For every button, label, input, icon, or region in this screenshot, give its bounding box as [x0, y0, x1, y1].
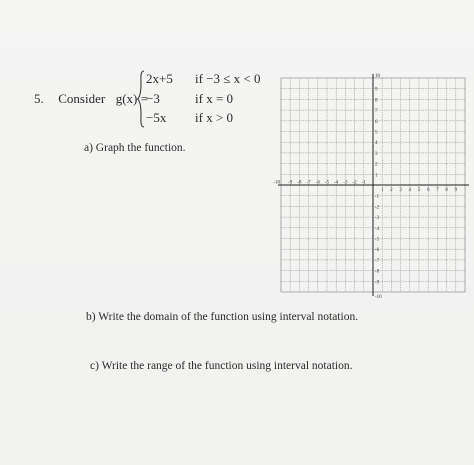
x-tick-label: -2 — [352, 180, 357, 186]
x-tick-label: 5 — [417, 188, 421, 193]
y-tick-label: 9 — [375, 87, 378, 93]
y-tick-label: -5 — [375, 237, 380, 243]
problem-lead: Consider — [58, 91, 106, 106]
function-name: g(x) = — [115, 91, 148, 106]
piece-1-condition: if −3 ≤ x < 0 — [195, 71, 261, 86]
y-tick-label: -9 — [375, 280, 380, 286]
x-tick-label: -4 — [334, 180, 339, 186]
problem-number: 5. — [34, 91, 44, 106]
y-tick-label: 8 — [375, 98, 378, 104]
piecewise-brace — [137, 70, 145, 128]
piece-2-condition: if x = 0 — [195, 91, 234, 106]
x-tick-label: -9 — [288, 180, 293, 186]
x-tick-label: -6 — [315, 180, 320, 186]
piece-3-expression: −5x — [146, 110, 167, 125]
x-tick-label: 8 — [445, 188, 448, 193]
y-tick-label: 5 — [375, 130, 378, 136]
y-axis-bottom-label: -10 — [375, 295, 382, 300]
y-tick-label: 2 — [375, 162, 378, 168]
y-tick-label: -8 — [375, 269, 380, 275]
x-tick-label: 1 — [380, 188, 384, 193]
y-tick-label: 4 — [375, 141, 378, 147]
y-tick-label: -4 — [375, 226, 380, 232]
x-axis-left-label: -10 — [273, 180, 280, 186]
x-tick-label: -8 — [297, 180, 302, 186]
part-c-instruction: c) Write the range of the function using interval notation. — [90, 360, 353, 372]
y-tick-label: -2 — [375, 205, 380, 211]
part-b-instruction: b) Write the domain of the function using interval notation. — [86, 311, 359, 323]
y-axis-top-label: 10 — [375, 74, 380, 79]
y-tick-label: 1 — [375, 173, 378, 179]
y-tick-label: -7 — [375, 258, 380, 264]
coordinate-grid[interactable] — [270, 70, 474, 300]
y-tick-label: -3 — [375, 216, 380, 222]
piece-3-condition: if x > 0 — [195, 110, 234, 125]
coordinate-grid-svg[interactable] — [270, 70, 474, 300]
x-tick-label: 6 — [426, 188, 430, 193]
y-tick-label: -1 — [375, 194, 380, 200]
x-tick-label: 2 — [390, 188, 393, 193]
part-a-instruction: a) Graph the function. — [84, 142, 186, 154]
x-tick-label: 9 — [454, 188, 458, 193]
x-tick-label: -7 — [306, 180, 311, 186]
piece-1-expression: 2x+5 — [146, 71, 173, 86]
y-tick-label: 7 — [375, 109, 378, 115]
y-tick-label: -6 — [375, 248, 380, 254]
x-tick-label: 3 — [399, 188, 402, 193]
x-tick-label: -1 — [361, 180, 366, 186]
x-tick-label: -5 — [324, 180, 330, 186]
x-tick-label: 4 — [408, 188, 412, 193]
y-tick-label: 6 — [375, 119, 378, 125]
y-tick-label: 3 — [375, 151, 378, 157]
x-tick-label: 7 — [436, 188, 439, 193]
piece-2-expression: −3 — [146, 91, 160, 106]
problem-statement — [34, 91, 148, 107]
x-tick-label: -3 — [343, 180, 348, 186]
